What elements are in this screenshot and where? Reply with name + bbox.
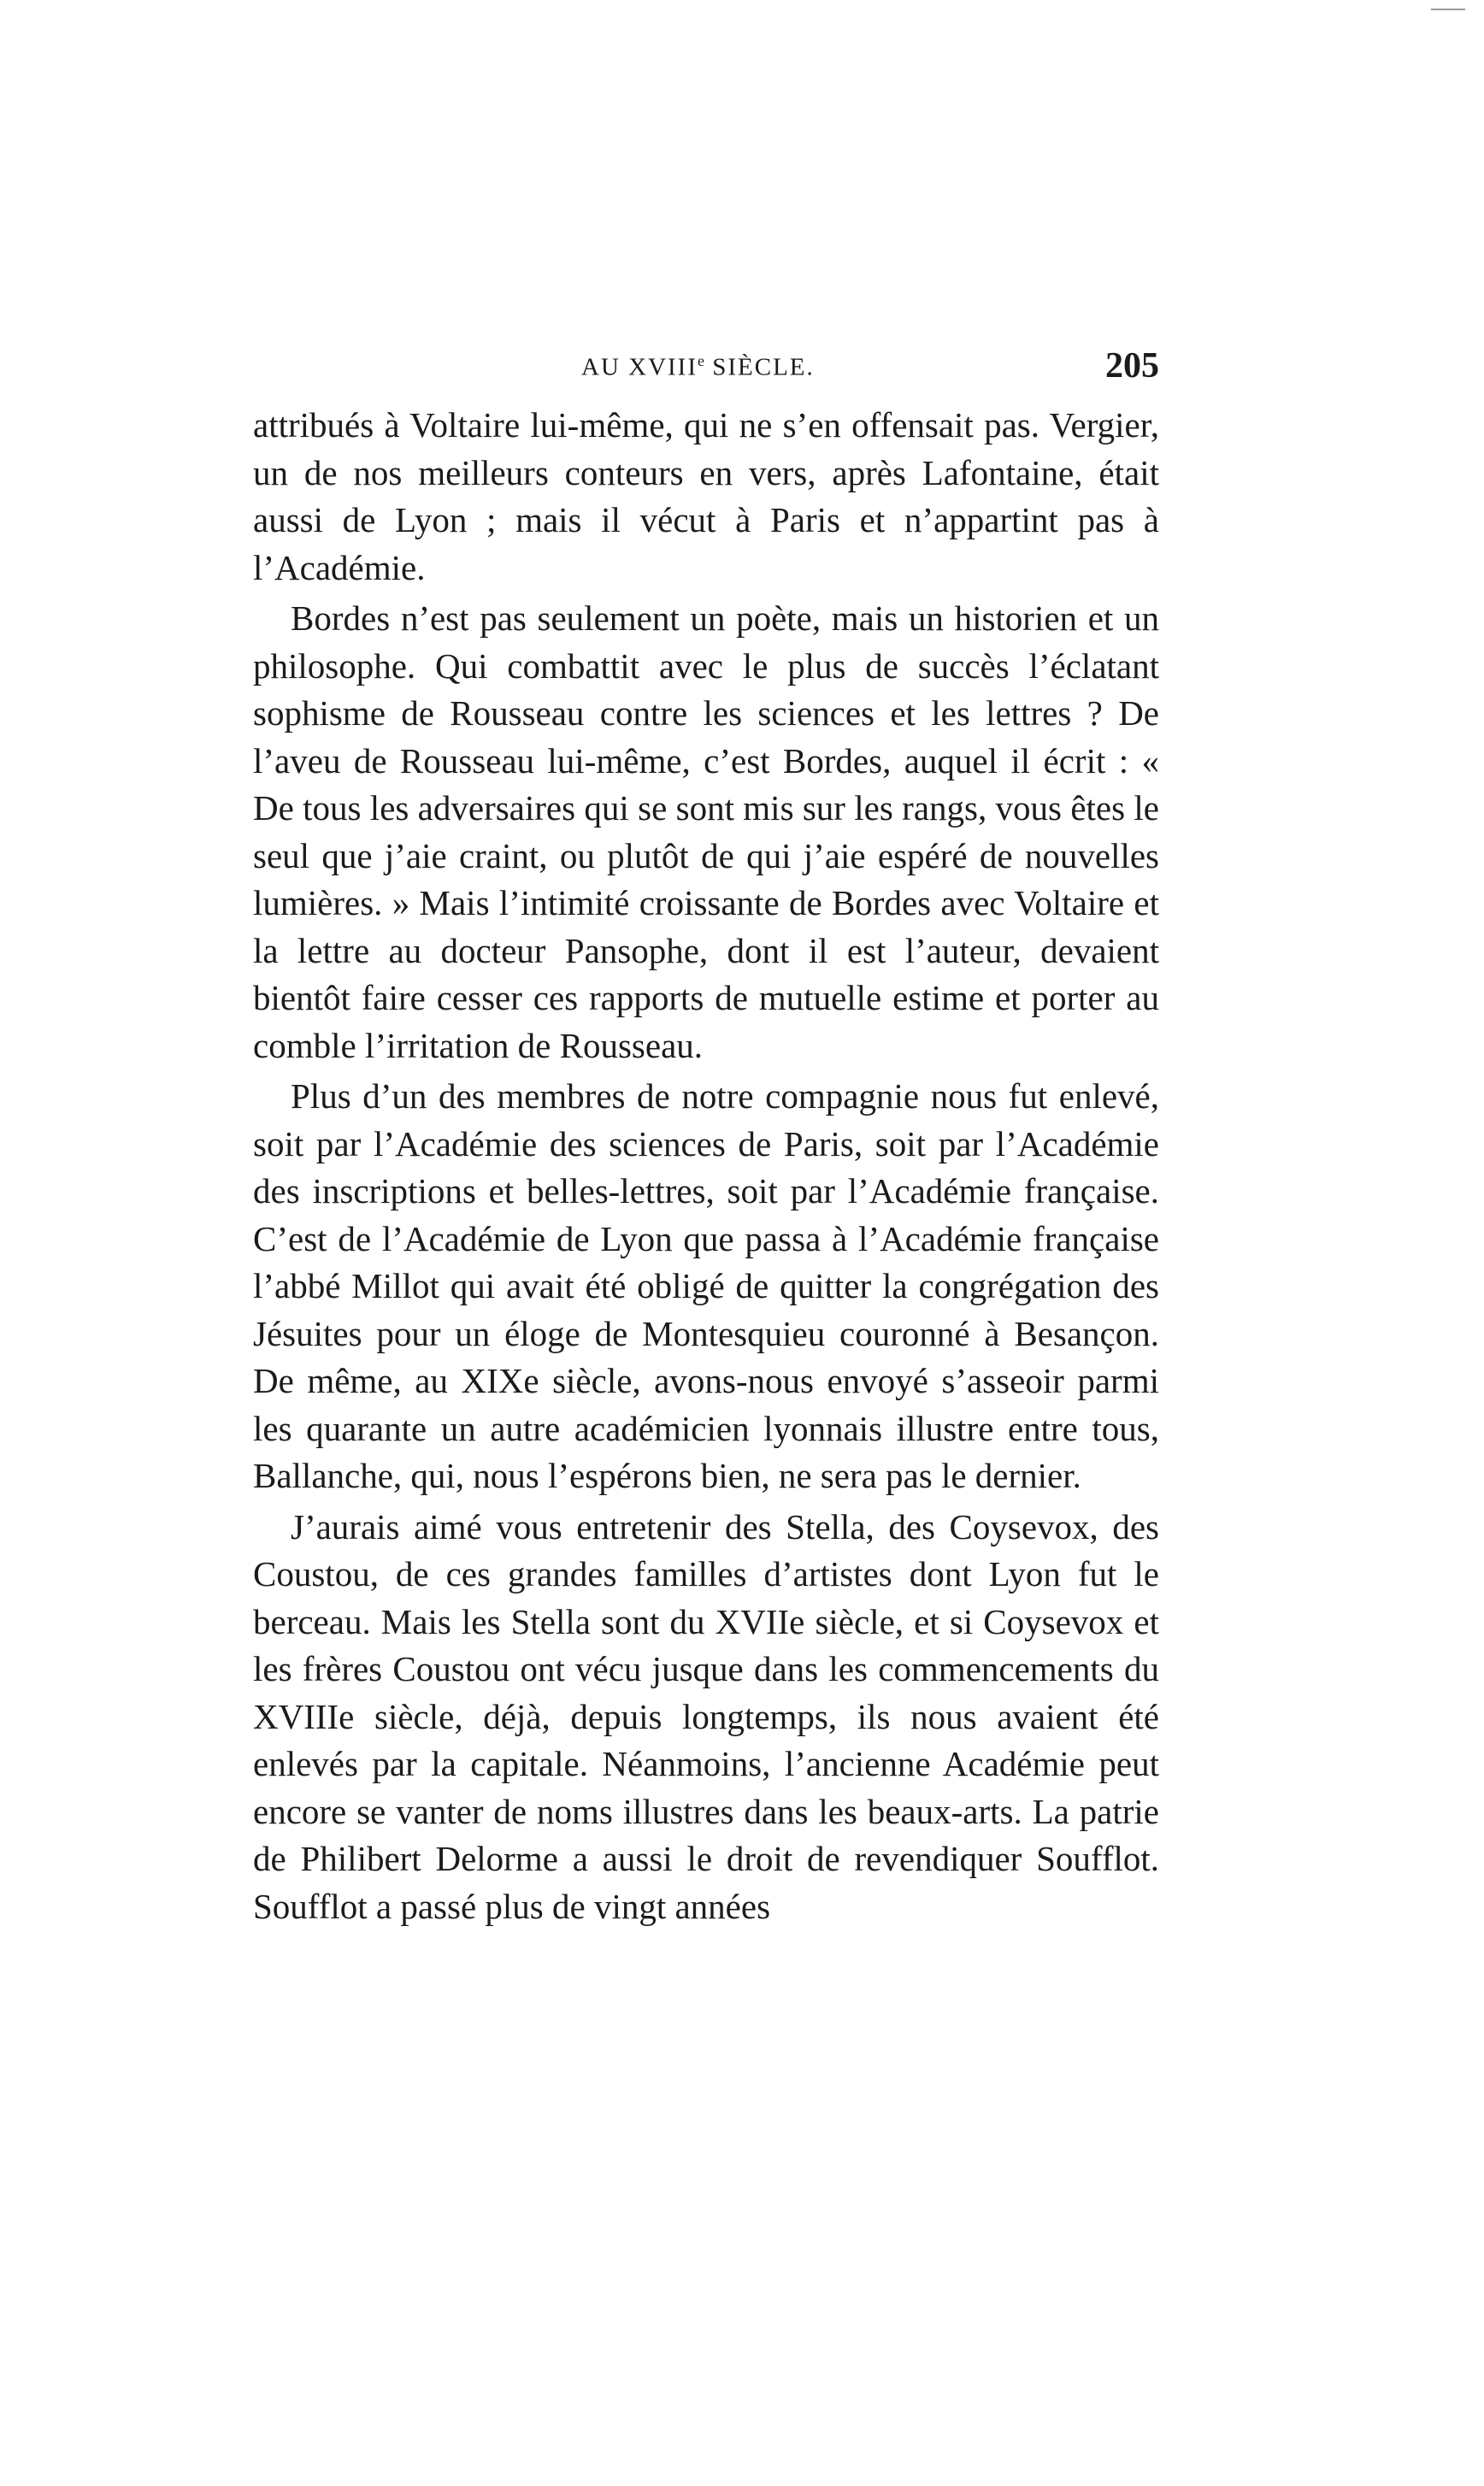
page-number: 205 [1105, 346, 1159, 386]
scan-edge-mark [1431, 9, 1465, 10]
running-head-title [581, 352, 815, 382]
paragraph-1-continued: attribués à Voltaire lui-même, qui ne s’en offensait pas. Vergier, un de nos meilleurs conteurs en vers, après Lafontaine, était aussi de Lyon ; mais il vécut à Paris et n’appartint pas à l’Académie. [253, 405, 1159, 587]
running-head-title-sup: e [698, 352, 704, 369]
paragraph-4: J’aurais aimé vous entretenir des Stella, des Coysevox, des Coustou, de ces grandes familles d’artistes dont Lyon fut le berceau. Mais les Stella sont du XVIIe siècle, et si Coysevox et les frères Coustou ont vécu jusque dans les commencements du XVIIIe siècle, déjà, depuis longtemps, ils nous avaient été enlevés par la capitale. Néanmoins, l’ancienne Académie peut encore se vanter de noms illustres dans les beaux-arts. La patrie de Philibert Delorme a aussi le droit de revendiquer Soufflot. Soufflot a passé plus de vingt années [253, 1506, 1159, 1926]
running-head-title-post: SIÈCLE. [704, 353, 815, 381]
running-head-title-pre: AU XVIII [581, 353, 698, 381]
paragraph-3: Plus d’un des membres de notre compagnie nous fut enlevé, soit par l’Académie des sciences de Paris, soit par l’Académie des inscriptions et belles-lettres, soit par l’Académie française. C’est de l’Académie de Lyon que passa à l’Académie française l’abbé Millot qui avait été obligé de quitter la congrégation des Jésuites pour un éloge de Montesquieu couronné à Besançon. De même, au XIXe siècle, avons-nous envoyé s’asseoir parmi les quarante un autre académicien lyonnais illustre entre tous, Ballanche, qui, nous l’espérons bien, ne sera pas le dernier. [253, 1076, 1159, 1495]
body-text [253, 402, 1159, 1930]
paragraph-2: Bordes n’est pas seulement un poète, mais un historien et un philosophe. Qui combattit avec le plus de succès l’éclatant sophisme de Rousseau contre les sciences et les lettres ? De l’aveu de Rousseau lui-même, c’est Bordes, auquel il écrit : « De tous les adversaires qui se sont mis sur les rangs, vous êtes le seul que j’aie craint, ou plutôt de qui j’aie espéré de nouvelles lumières. » Mais l’intimité croissante de Bordes avec Voltaire et la lettre au docteur Pansophe, dont il est l’auteur, devaient bientôt faire cesser ces rapports de mutuelle estime et porter au comble l’irritation de Rousseau. [253, 598, 1159, 1065]
running-head [253, 346, 1159, 400]
